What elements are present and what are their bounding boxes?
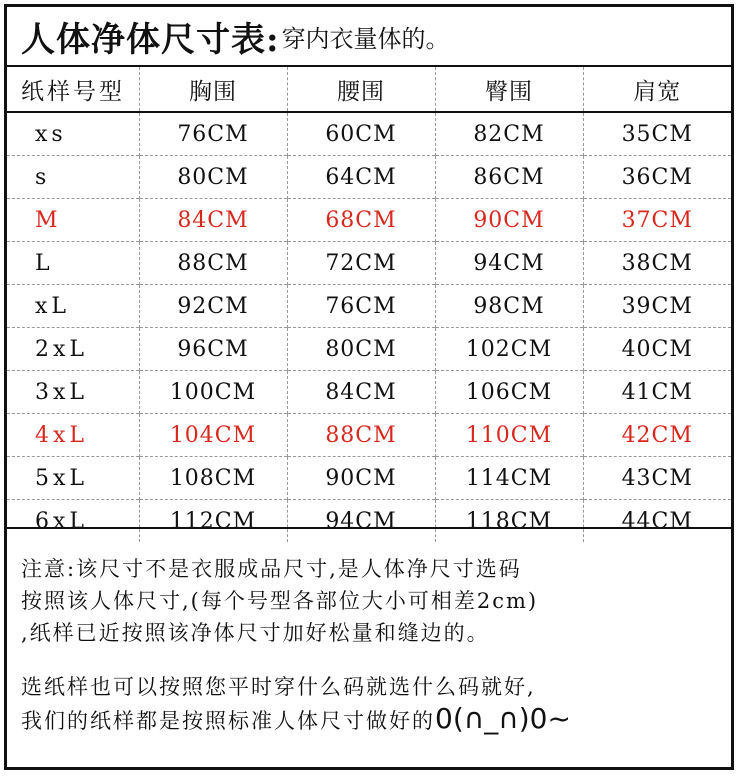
size-cell: 3xL <box>7 371 139 414</box>
size-cell: s <box>7 156 139 199</box>
shoulder-cell: 40CM <box>583 328 731 371</box>
shoulder-cell: 37CM <box>583 199 731 242</box>
hip-cell: 114CM <box>435 457 583 500</box>
table-row <box>7 285 731 328</box>
notes-section <box>7 527 731 767</box>
table-row <box>7 242 731 285</box>
hip-cell: 106CM <box>435 371 583 414</box>
page-title: 人体净体尺寸表: <box>21 19 280 60</box>
size-cell: 2xL <box>7 328 139 371</box>
size-cell: L <box>7 242 139 285</box>
chest-cell: 96CM <box>139 328 287 371</box>
chest-cell: 104CM <box>139 414 287 457</box>
note-line: 选纸样也可以按照您平时穿什么码就选什么码就好, <box>21 675 536 699</box>
header-size: 纸样号型 <box>7 67 139 112</box>
shoulder-cell: 43CM <box>583 457 731 500</box>
shoulder-cell: 42CM <box>583 414 731 457</box>
shoulder-cell: 38CM <box>583 242 731 285</box>
header-hip: 臀围 <box>435 67 583 112</box>
waist-cell: 64CM <box>287 156 435 199</box>
size-cell: xL <box>7 285 139 328</box>
size-chart-frame <box>4 4 734 770</box>
table-row <box>7 328 731 371</box>
waist-cell: 94CM <box>287 500 435 543</box>
hip-cell: 90CM <box>435 199 583 242</box>
table-row-highlighted <box>7 199 731 242</box>
note-text: 我们的纸样都是按照标准人体尺寸做好的 <box>21 709 435 733</box>
waist-cell: 84CM <box>287 371 435 414</box>
header-waist: 腰围 <box>287 67 435 112</box>
note-spacer <box>21 649 717 671</box>
table-row <box>7 457 731 500</box>
shoulder-cell: 39CM <box>583 285 731 328</box>
note-line: 按照该人体尺寸,(每个号型各部位大小可相差2cm) <box>21 589 539 613</box>
header-chest: 胸围 <box>139 67 287 112</box>
table-row <box>7 112 731 156</box>
chest-cell: 80CM <box>139 156 287 199</box>
size-cell: 5xL <box>7 457 139 500</box>
table-row <box>7 156 731 199</box>
hip-cell: 86CM <box>435 156 583 199</box>
hip-cell: 118CM <box>435 500 583 543</box>
hip-cell: 102CM <box>435 328 583 371</box>
table-header-row <box>7 67 731 112</box>
size-table <box>7 67 731 542</box>
title-bar <box>7 7 731 67</box>
table-row-highlighted <box>7 414 731 457</box>
chest-cell: 84CM <box>139 199 287 242</box>
waist-cell: 76CM <box>287 285 435 328</box>
shoulder-cell: 44CM <box>583 500 731 543</box>
note-line: 注意:该尺寸不是衣服成品尺寸,是人体净尺寸选码 <box>21 557 522 581</box>
chest-cell: 108CM <box>139 457 287 500</box>
waist-cell: 72CM <box>287 242 435 285</box>
size-cell: 4xL <box>7 414 139 457</box>
hip-cell: 94CM <box>435 242 583 285</box>
chest-cell: 88CM <box>139 242 287 285</box>
waist-cell: 90CM <box>287 457 435 500</box>
chest-cell: 92CM <box>139 285 287 328</box>
size-cell: xs <box>35 121 67 147</box>
page-subtitle: 穿内衣量体的。 <box>281 24 450 53</box>
shoulder-cell: 35CM <box>583 112 731 156</box>
hip-cell: 98CM <box>435 285 583 328</box>
emoticon: 0(∩_∩)0~ <box>435 702 571 735</box>
waist-cell: 80CM <box>287 328 435 371</box>
size-cell: M <box>7 199 139 242</box>
table-row <box>7 371 731 414</box>
chest-cell: 100CM <box>139 371 287 414</box>
note-line: ,纸样已近按照该净体尺寸加好松量和缝边的。 <box>21 621 490 645</box>
hip-cell: 110CM <box>435 414 583 457</box>
chest-cell: 112CM <box>139 500 287 543</box>
shoulder-cell: 36CM <box>583 156 731 199</box>
waist-cell: 68CM <box>287 199 435 242</box>
size-cell: 6xL <box>7 500 139 543</box>
shoulder-cell: 41CM <box>583 371 731 414</box>
waist-cell: 88CM <box>287 414 435 457</box>
chest-cell: 76CM <box>139 112 287 156</box>
waist-cell: 60CM <box>287 112 435 156</box>
hip-cell: 82CM <box>435 112 583 156</box>
header-shoulder: 肩宽 <box>583 67 731 112</box>
note-line-with-emoticon <box>21 703 717 737</box>
